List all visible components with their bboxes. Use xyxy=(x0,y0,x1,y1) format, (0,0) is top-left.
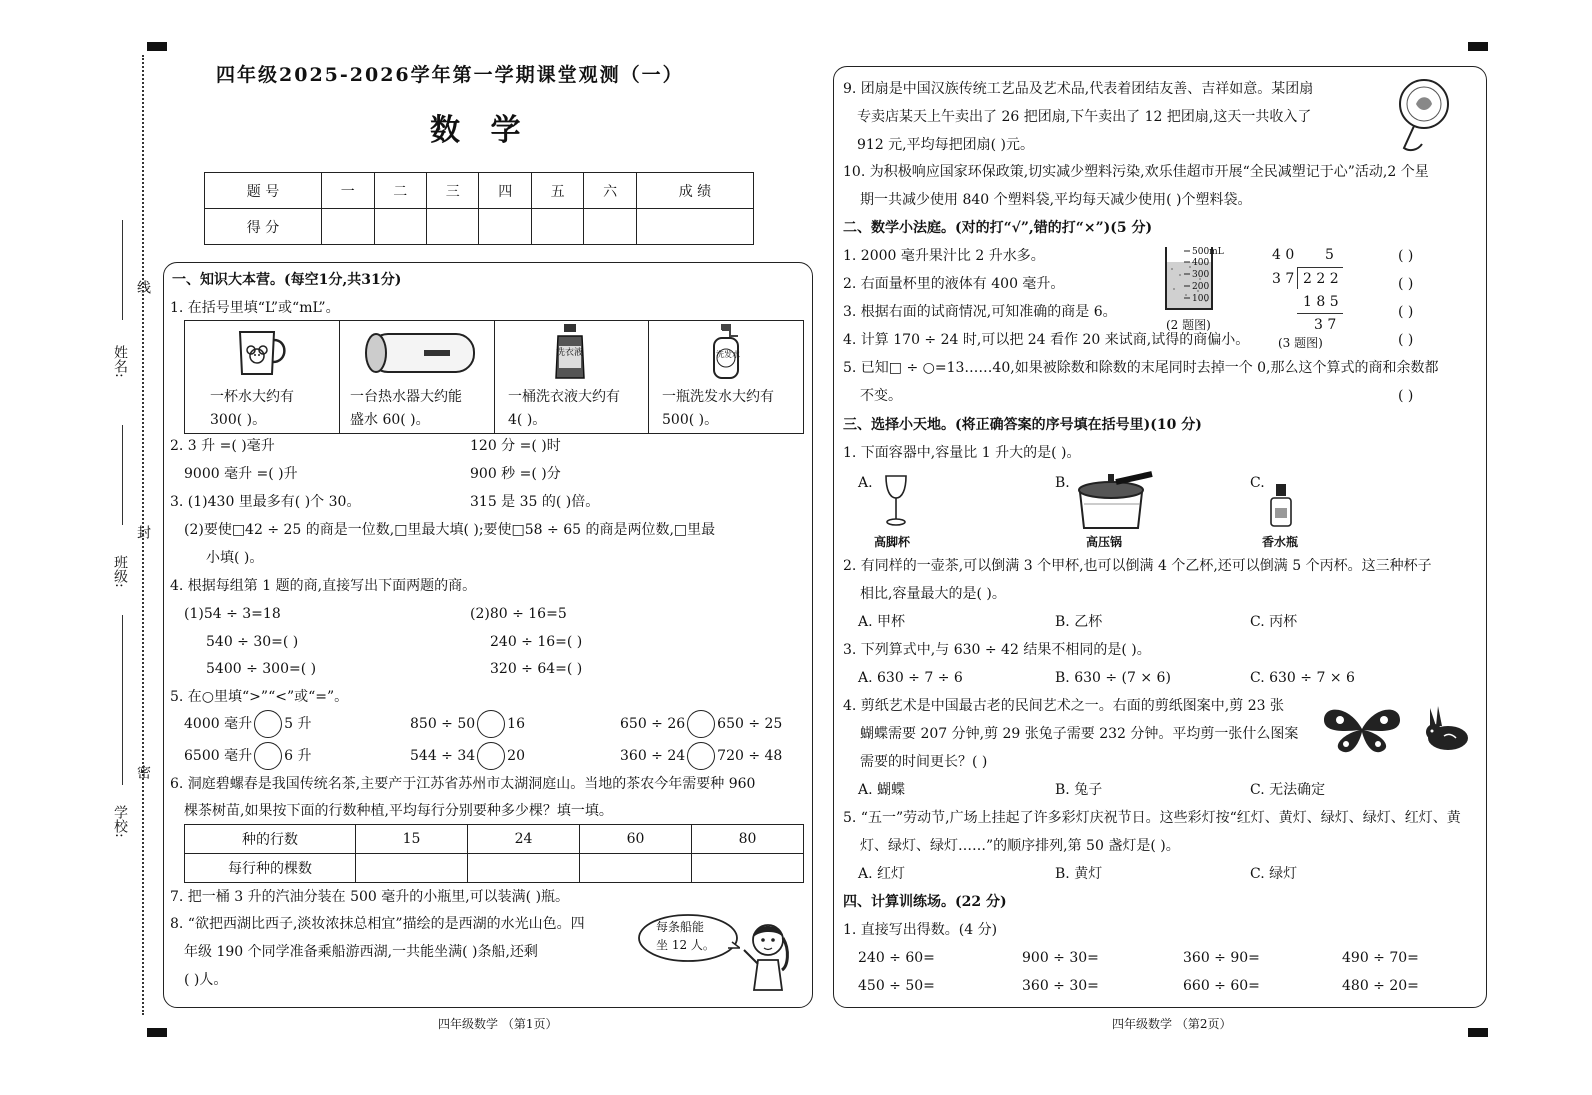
score-cell[interactable] xyxy=(374,209,426,245)
line-char: 线 xyxy=(135,280,151,294)
q4-item: 5400 ÷ 300=( ) xyxy=(206,661,317,677)
judge-answer[interactable]: ( ) xyxy=(1398,248,1414,264)
choice-option[interactable]: A. 甲杯 xyxy=(858,614,906,630)
page-footer-right: 四年级数学 （第2页） xyxy=(1112,1017,1232,1031)
class-blank xyxy=(122,425,123,525)
option-letter: B. xyxy=(1055,475,1070,491)
name-blank xyxy=(122,220,123,320)
compare-circle[interactable] xyxy=(687,742,715,770)
q8-prompt: 年级 190 个同学准备乘船游西湖,一共能坐满( )条船,还剩 xyxy=(184,944,538,960)
judge-answer[interactable]: ( ) xyxy=(1398,388,1414,404)
division-remainder: 3 7 xyxy=(1314,317,1337,333)
perfume-bottle-icon xyxy=(1268,482,1294,528)
q8-prompt: 8. “欲把西湖比西子,淡妆浓抹总相宜”描绘的是西湖的水光山色。四 xyxy=(170,916,585,932)
score-header-cell: 五 xyxy=(531,173,583,209)
q9-prompt: 专卖店某天上午卖出了 26 把团扇,下午卖出了 12 把团扇,这天一共收入了 xyxy=(857,109,1312,125)
option-letter: C. xyxy=(1250,475,1265,491)
q8-prompt: ( )人。 xyxy=(184,972,228,988)
class-label: 班级: xyxy=(112,555,128,588)
q3-item: 小填( )。 xyxy=(206,550,264,566)
q6-table xyxy=(184,824,804,883)
option-caption: 高脚杯 xyxy=(874,535,911,549)
q1-cell-line1: 一杯水大约有 xyxy=(210,389,294,405)
score-cell[interactable] xyxy=(426,209,478,245)
judge-answer[interactable]: ( ) xyxy=(1398,332,1414,348)
choice-prompt: 4. 剪纸艺术是中国最古老的民间艺术之一。右面的剪纸图案中,剪 23 张 xyxy=(843,698,1284,714)
q6-prompt: 棵茶树苗,如果按下面的行数种植,平均每行分别要种多少棵？填一填。 xyxy=(184,803,613,819)
score-header-cell: 成 绩 xyxy=(636,173,753,209)
compare-circle[interactable] xyxy=(477,742,505,770)
cup-tick-label: 200 xyxy=(1192,282,1210,292)
seal-char: 封 xyxy=(135,525,151,539)
score-cell[interactable] xyxy=(531,209,583,245)
q6-row-label: 每行种的棵数 xyxy=(185,854,356,883)
q5-compare: 850 ÷ 50 16 xyxy=(410,710,525,738)
calc-item[interactable]: 360 ÷ 90= xyxy=(1183,950,1260,966)
choice-option[interactable]: C. 丙杯 xyxy=(1250,614,1298,630)
q1-cell-line2: 4( )。 xyxy=(508,412,547,428)
compare-circle[interactable] xyxy=(477,710,505,738)
division-bar xyxy=(1297,267,1343,268)
choice-prompt: 蝴蝶需要 207 分钟,剪 29 张兔子需要 232 分钟。平均剪一张什么图案 xyxy=(860,726,1299,742)
detergent-label: 洗衣液 xyxy=(556,348,584,358)
choice-option[interactable]: B. 630 ÷ (7 × 6) xyxy=(1055,670,1171,686)
subject-title: 数 学 xyxy=(430,113,531,148)
choice-option[interactable]: B. 乙杯 xyxy=(1055,614,1103,630)
division-estimate: 4 0 xyxy=(1272,247,1295,263)
q4-item: 320 ÷ 64=( ) xyxy=(490,661,583,677)
registration-mark xyxy=(1468,1028,1488,1037)
round-fan-icon xyxy=(1394,76,1450,156)
choice-prompt: 5. “五一”劳动节,广场上挂起了许多彩灯庆祝节日。这些彩灯按“红灯、黄灯、绿灯、绿灯、红灯、黄 xyxy=(843,810,1461,826)
choice-option[interactable]: A. 630 ÷ 7 ÷ 6 xyxy=(858,670,963,686)
score-cell[interactable] xyxy=(636,209,753,245)
choice-prompt: 2. 有同样的一壶茶,可以倒满 3 个甲杯,也可以倒满 4 个乙杯,还可以倒满 5 个丙杯。这三种杯子 xyxy=(843,558,1432,574)
choice-prompt: 需要的时间更长？( ) xyxy=(860,754,988,770)
q4-item: 540 ÷ 30=( ) xyxy=(206,634,299,650)
score-row-label: 得 分 xyxy=(205,209,322,245)
bubble-text: 坐 12 人。 xyxy=(656,938,715,952)
score-header-cell: 二 xyxy=(374,173,426,209)
q6-header: 种的行数 xyxy=(185,825,356,854)
q5-compare: 6500 毫升 6 升 xyxy=(184,742,311,770)
judge-item: 不变。 xyxy=(860,388,902,404)
pressure-cooker-icon xyxy=(1072,470,1154,532)
q2-item: 9000 毫升 =( )升 xyxy=(184,466,298,482)
compare-circle[interactable] xyxy=(254,710,282,738)
choice-option[interactable]: A. 红灯 xyxy=(858,866,906,882)
q6-answer-cell[interactable] xyxy=(468,854,580,883)
option-letter: A. xyxy=(858,475,873,491)
q3-item: 3. (1)430 里最多有( )个 30。 xyxy=(170,494,361,510)
calc-item[interactable]: 490 ÷ 70= xyxy=(1342,950,1419,966)
choice-prompt: 相比,容量最大的是( )。 xyxy=(860,586,1006,602)
shampoo-label: 洗发水 xyxy=(716,350,740,359)
cup-tick-label: 500mL xyxy=(1192,247,1224,257)
judge-answer[interactable]: ( ) xyxy=(1398,304,1414,320)
q10-prompt: 10. 为积极响应国家环保政策,切实减少塑料污染,欢乐佳超市开展“全民减塑记于心”活动,2 个星 xyxy=(843,164,1429,180)
score-table xyxy=(204,172,754,245)
bubble-text: 每条船能 xyxy=(656,920,705,934)
choice-option[interactable]: B. 兔子 xyxy=(1055,782,1103,798)
cup-tick-label: 100 xyxy=(1192,294,1210,304)
section-four-heading: 四、计算训练场。(22 分) xyxy=(843,894,1007,910)
judge-answer[interactable]: ( ) xyxy=(1398,276,1414,292)
q4-item: (2)80 ÷ 16=5 xyxy=(470,606,567,622)
calc-prompt: 1. 直接写出得数。(4 分) xyxy=(843,922,998,938)
calc-item[interactable]: 900 ÷ 30= xyxy=(1022,950,1099,966)
q6-answer-cell[interactable] xyxy=(356,854,468,883)
secret-char: 密 xyxy=(135,765,151,779)
q1-cell-line1: 一台热水器大约能 xyxy=(350,389,462,405)
figure-caption: (3 题图) xyxy=(1278,336,1323,350)
cup-tick-label: 300 xyxy=(1192,270,1210,280)
q3-item: 315 是 35 的( )倍。 xyxy=(470,494,600,510)
mug-icon xyxy=(234,326,290,378)
score-header-cell: 一 xyxy=(322,173,374,209)
q3-item: (2)要使□42 ÷ 25 的商是一位数,□里最大填( );要使□58 ÷ 65 的商是两位数,□里最 xyxy=(184,522,716,538)
section-two-heading: 二、数学小法庭。(对的打“√”,错的打“×”)(5 分) xyxy=(843,220,1153,236)
q6-prompt: 6. 洞庭碧螺春是我国传统名茶,主要产于江苏省苏州市太湖洞庭山。当地的茶农今年需要种 960 xyxy=(170,776,756,792)
division-quotient: 5 xyxy=(1325,247,1334,263)
q6-answer-cell[interactable] xyxy=(580,854,692,883)
calc-item[interactable]: 450 ÷ 50= xyxy=(858,978,935,994)
score-header-cell: 四 xyxy=(479,173,531,209)
q1-cell-line2: 300( )。 xyxy=(210,412,267,428)
q1-cell-line1: 一桶洗衣液大约有 xyxy=(508,389,620,405)
q6-header: 60 xyxy=(580,825,692,854)
q9-prompt: 912 元,平均每把团扇( )元。 xyxy=(857,137,1034,153)
compare-circle[interactable] xyxy=(687,710,715,738)
section-three-heading: 三、选择小天地。(将正确答案的序号填在括号里)(10 分) xyxy=(843,417,1202,433)
page-footer-left: 四年级数学 （第1页） xyxy=(438,1017,558,1031)
judge-item: 2. 右面量杯里的液体有 400 毫升。 xyxy=(843,276,1065,292)
q7-prompt: 7. 把一桶 3 升的汽油分装在 500 毫升的小瓶里,可以装满( )瓶。 xyxy=(170,889,570,905)
choice-option[interactable]: C. 630 ÷ 7 × 6 xyxy=(1250,670,1355,686)
choice-option[interactable]: C. 绿灯 xyxy=(1250,866,1298,882)
registration-mark xyxy=(1468,42,1488,51)
cup-tick-label: 400 xyxy=(1192,258,1210,268)
girl-icon xyxy=(736,920,794,992)
score-cell[interactable] xyxy=(479,209,531,245)
choice-option[interactable]: C. 无法确定 xyxy=(1250,782,1326,798)
calc-item[interactable]: 660 ÷ 60= xyxy=(1183,978,1260,994)
q2-item: 2. 3 升 =( )毫升 xyxy=(170,438,275,454)
judge-item: 1. 2000 毫升果汁比 2 升水多。 xyxy=(843,248,1045,264)
q2-item: 900 秒 =( )分 xyxy=(470,466,561,482)
figure-caption: (2 题图) xyxy=(1166,318,1211,332)
q5-compare: 4000 毫升 5 升 xyxy=(184,710,311,738)
score-header-cell: 三 xyxy=(426,173,478,209)
choice-option[interactable]: B. 黄灯 xyxy=(1055,866,1103,882)
q2-item: 120 分 =( )时 xyxy=(470,438,561,454)
name-label: 姓名: xyxy=(112,345,128,378)
choice-prompt: 1. 下面容器中,容量比 1 升大的是( )。 xyxy=(843,445,1081,461)
compare-circle[interactable] xyxy=(254,742,282,770)
q5-compare: 544 ÷ 34 20 xyxy=(410,742,525,770)
butterfly-papercut-icon xyxy=(1320,704,1404,754)
q6-answer-cell[interactable] xyxy=(692,854,804,883)
registration-mark xyxy=(147,42,167,51)
q10-prompt: 期一共减少使用 840 个塑料袋,平均每天减少使用( )个塑料袋。 xyxy=(860,192,1252,208)
q4-item: (1)54 ÷ 3=18 xyxy=(184,606,281,622)
score-header-cell: 六 xyxy=(584,173,636,209)
q5-prompt: 5. 在○里填“>”“<”或“=”。 xyxy=(170,689,349,705)
q1-prompt: 1. 在括号里填“L”或“mL”。 xyxy=(170,300,340,316)
q5-compare: 650 ÷ 26 650 ÷ 25 xyxy=(620,710,782,738)
calc-item[interactable]: 480 ÷ 20= xyxy=(1342,978,1419,994)
exam-title: 四年级2025-2026学年第一学期课堂观测（一） xyxy=(216,64,684,86)
division-product: 1 8 5 xyxy=(1303,294,1339,310)
division-bar xyxy=(1297,313,1343,314)
score-cell[interactable] xyxy=(322,209,374,245)
score-cell[interactable] xyxy=(584,209,636,245)
option-caption: 香水瓶 xyxy=(1262,535,1299,549)
division-dividend: 2 2 2 xyxy=(1303,271,1339,287)
q5-compare: 360 ÷ 24 720 ÷ 48 xyxy=(620,742,782,770)
q1-cell-line2: 盛水 60( )。 xyxy=(350,412,430,428)
choice-prompt: 3. 下列算式中,与 630 ÷ 42 结果不相同的是( )。 xyxy=(843,642,1151,658)
q6-header: 80 xyxy=(692,825,804,854)
division-bracket xyxy=(1297,267,1298,289)
q9-prompt: 9. 团扇是中国汉族传统工艺品及艺术品,代表着团结友善、吉祥如意。某团扇 xyxy=(843,81,1314,97)
school-blank xyxy=(122,615,123,785)
school-label: 学校: xyxy=(112,805,128,838)
section-one-heading: 一、知识大本营。(每空1分,共31分) xyxy=(172,272,402,288)
calc-item[interactable]: 360 ÷ 30= xyxy=(1022,978,1099,994)
q6-header: 24 xyxy=(468,825,580,854)
water-heater-icon xyxy=(360,328,480,376)
q4-prompt: 4. 根据每组第 1 题的商,直接写出下面两题的商。 xyxy=(170,578,477,594)
judge-item: 3. 根据右面的试商情况,可知准确的商是 6。 xyxy=(843,304,1117,320)
score-header-cell: 题 号 xyxy=(205,173,322,209)
judge-item: 5. 已知□ ÷ ○=13……40,如果被除数和除数的末尾同时去掉一个 0,那么这个算式的商和余数都 xyxy=(843,360,1439,376)
choice-prompt: 灯、绿灯、绿灯……”的顺序排列,第 50 盏灯是( )。 xyxy=(860,838,1180,854)
choice-option[interactable]: A. 蝴蝶 xyxy=(858,782,906,798)
calc-item[interactable]: 240 ÷ 60= xyxy=(858,950,935,966)
option-caption: 高压锅 xyxy=(1086,535,1123,549)
q6-header: 15 xyxy=(356,825,468,854)
goblet-icon xyxy=(882,474,910,528)
division-divisor: 3 7 xyxy=(1272,271,1295,287)
registration-mark xyxy=(147,1028,167,1037)
q1-cell-line2: 500( )。 xyxy=(662,412,719,428)
q4-item: 240 ÷ 16=( ) xyxy=(490,634,583,650)
q1-cell-line1: 一瓶洗发水大约有 xyxy=(662,389,774,405)
judge-item: 4. 计算 170 ÷ 24 时,可以把 24 看作 20 来试商,试得的商偏小。 xyxy=(843,332,1250,348)
rabbit-papercut-icon xyxy=(1420,704,1470,752)
